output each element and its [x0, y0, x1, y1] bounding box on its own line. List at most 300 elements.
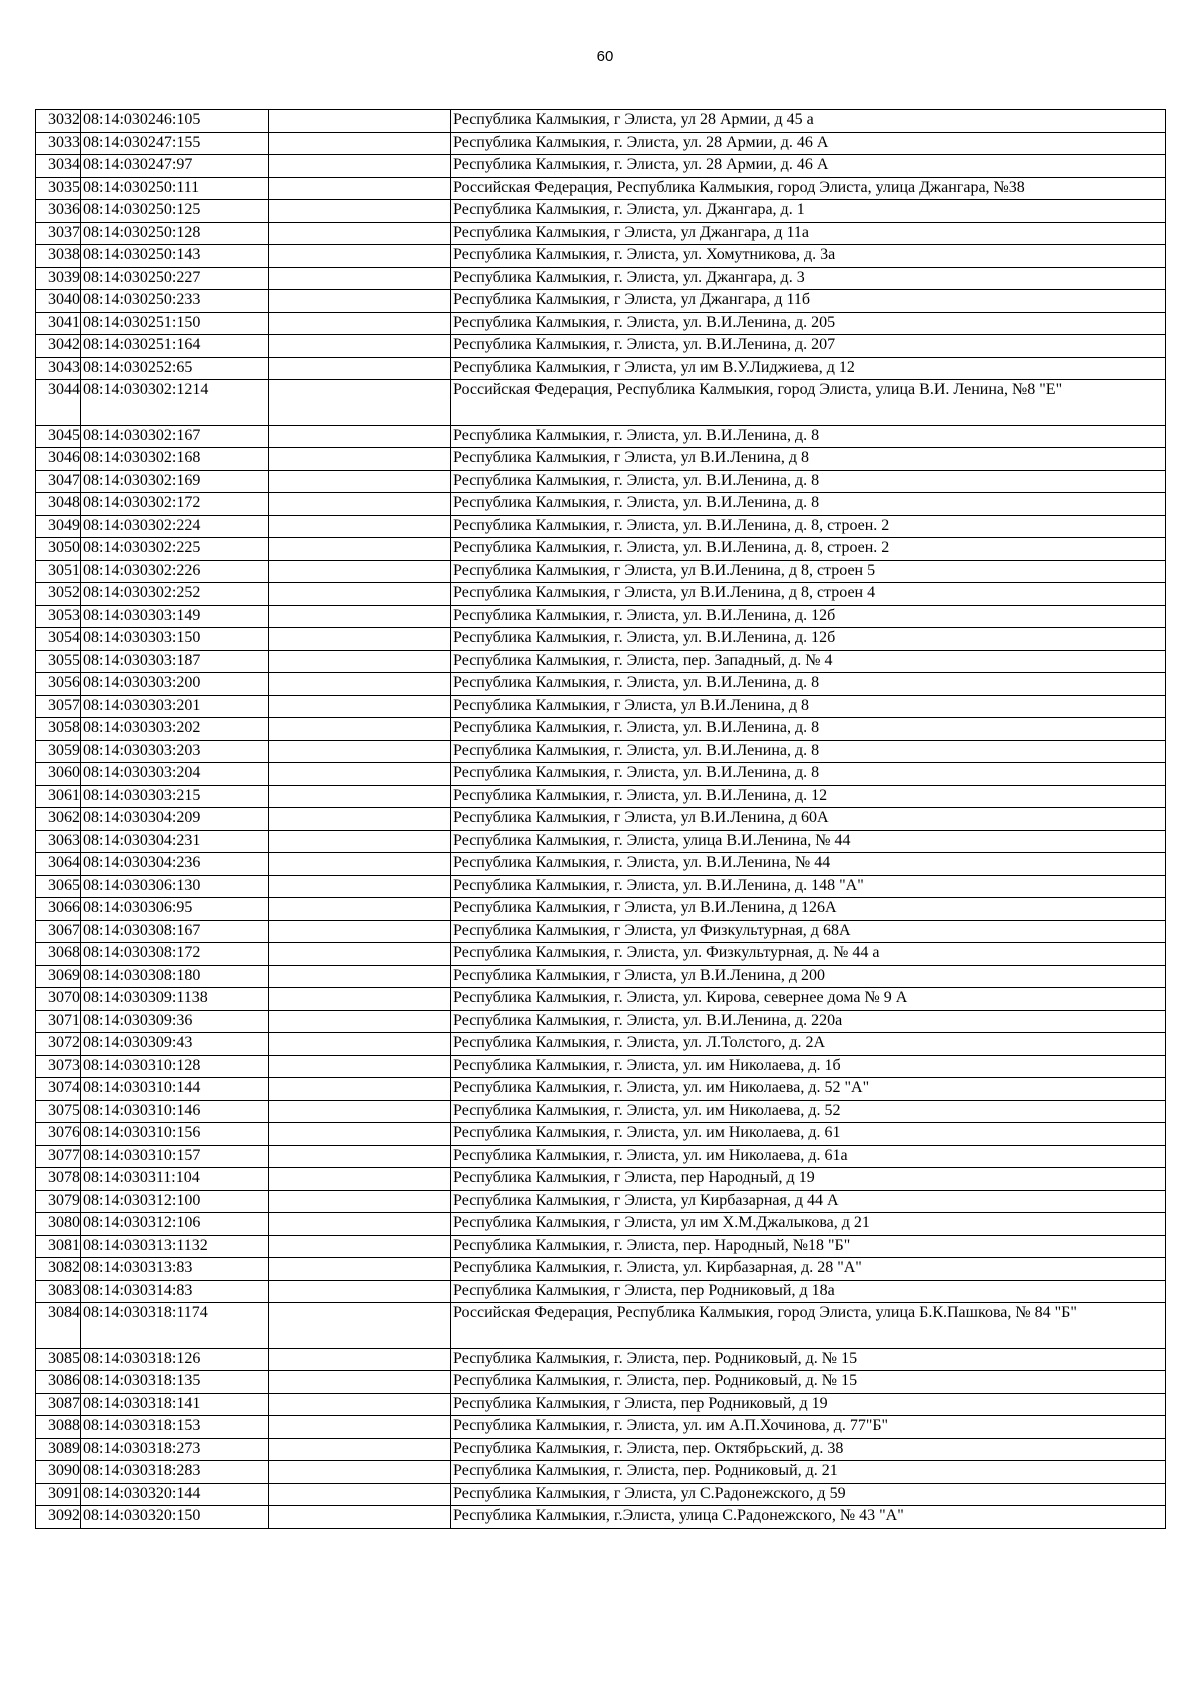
address-cell: Республика Калмыкия, г. Элиста, ул. Джангара, д. 3 [451, 267, 1166, 290]
cadastral-number-cell: 08:14:030303:203 [81, 740, 269, 763]
address-cell: Республика Калмыкия, г Элиста, ул Джангара, д 11а [451, 222, 1166, 245]
address-cell: Республика Калмыкия, г. Элиста, ул. В.И.Ленина, д. 8 [451, 673, 1166, 696]
address-cell: Республика Калмыкия, г Элиста, пер Народный, д 19 [451, 1168, 1166, 1191]
row-number-cell: 3065 [36, 875, 81, 898]
address-cell: Республика Калмыкия, г Элиста, ул им В.У.Лиджиева, д 12 [451, 357, 1166, 380]
empty-cell [269, 1280, 451, 1303]
row-number-cell: 3076 [36, 1123, 81, 1146]
row-number-cell: 3079 [36, 1190, 81, 1213]
cadastral-number-cell: 08:14:030303:204 [81, 763, 269, 786]
address-cell: Республика Калмыкия, г. Элиста, ул. В.И.Ленина, д. 8 [451, 470, 1166, 493]
address-cell: Республика Калмыкия, г Элиста, ул В.И.Ленина, д 60А [451, 808, 1166, 831]
address-cell: Республика Калмыкия, г Элиста, пер Родниковый, д 18а [451, 1280, 1166, 1303]
row-number-cell: 3085 [36, 1348, 81, 1371]
address-cell: Республика Калмыкия, г. Элиста, ул. В.И.Ленина, д. 148 "А" [451, 875, 1166, 898]
table-row [36, 583, 1166, 606]
row-number-cell: 3048 [36, 493, 81, 516]
row-number-cell: 3070 [36, 988, 81, 1011]
table-row [36, 1438, 1166, 1461]
row-number-cell: 3057 [36, 695, 81, 718]
table-row [36, 155, 1166, 178]
table-row [36, 1258, 1166, 1281]
cadastral-number-cell: 08:14:030251:164 [81, 335, 269, 358]
table-row [36, 988, 1166, 1011]
empty-cell [269, 673, 451, 696]
row-number-cell: 3091 [36, 1483, 81, 1506]
table-row [36, 650, 1166, 673]
table-row [36, 673, 1166, 696]
address-cell: Республика Калмыкия, г Элиста, пер Родниковый, д 19 [451, 1393, 1166, 1416]
table-row [36, 763, 1166, 786]
cadastral-number-cell: 08:14:030306:95 [81, 898, 269, 921]
cadastral-number-cell: 08:14:030304:209 [81, 808, 269, 831]
empty-cell [269, 132, 451, 155]
row-number-cell: 3042 [36, 335, 81, 358]
table-row [36, 267, 1166, 290]
cadastral-number-cell: 08:14:030302:226 [81, 560, 269, 583]
empty-cell [269, 425, 451, 448]
cadastral-number-cell: 08:14:030313:83 [81, 1258, 269, 1281]
address-cell: Республика Калмыкия, г. Элиста, ул. им Николаева, д. 61а [451, 1145, 1166, 1168]
row-number-cell: 3043 [36, 357, 81, 380]
empty-cell [269, 245, 451, 268]
cadastral-number-cell: 08:14:030304:236 [81, 853, 269, 876]
cadastral-number-cell: 08:14:030318:153 [81, 1416, 269, 1439]
cadastral-number-cell: 08:14:030247:97 [81, 155, 269, 178]
empty-cell [269, 560, 451, 583]
cadastral-number-cell: 08:14:030320:150 [81, 1506, 269, 1529]
table-row [36, 1168, 1166, 1191]
empty-cell [269, 290, 451, 313]
empty-cell [269, 1190, 451, 1213]
empty-cell [269, 1393, 451, 1416]
cadastral-number-cell: 08:14:030302:252 [81, 583, 269, 606]
row-number-cell: 3050 [36, 538, 81, 561]
row-number-cell: 3067 [36, 920, 81, 943]
address-cell: Республика Калмыкия, г. Элиста, ул. В.И.Ленина, д. 8, строен. 2 [451, 515, 1166, 538]
address-cell: Республика Калмыкия, г. Элиста, ул. Кирбазарная, д. 28 "А" [451, 1258, 1166, 1281]
address-cell: Республика Калмыкия, г Элиста, ул В.И.Ленина, д 8 [451, 695, 1166, 718]
table-row [36, 1393, 1166, 1416]
address-cell: Республика Калмыкия, г. Элиста, ул. В.И.Ленина, д. 8, строен. 2 [451, 538, 1166, 561]
address-cell: Республика Калмыкия, г. Элиста, ул. В.И.Ленина, д. 205 [451, 312, 1166, 335]
table-row [36, 538, 1166, 561]
table-row [36, 222, 1166, 245]
row-number-cell: 3087 [36, 1393, 81, 1416]
cadastral-number-cell: 08:14:030303:201 [81, 695, 269, 718]
empty-cell [269, 380, 451, 426]
table-row [36, 132, 1166, 155]
cadastral-number-cell: 08:14:030318:135 [81, 1371, 269, 1394]
row-number-cell: 3081 [36, 1235, 81, 1258]
table-row [36, 785, 1166, 808]
address-cell: Республика Калмыкия, г. Элиста, ул. В.И.Ленина, д. 8 [451, 740, 1166, 763]
address-cell: Российская Федерация, Республика Калмыкия, город Элиста, улица Джангара, №38 [451, 177, 1166, 200]
row-number-cell: 3075 [36, 1100, 81, 1123]
row-number-cell: 3055 [36, 650, 81, 673]
row-number-cell: 3054 [36, 628, 81, 651]
table-row [36, 448, 1166, 471]
table-row [36, 740, 1166, 763]
table-row [36, 1303, 1166, 1349]
table-row [36, 1461, 1166, 1484]
row-number-cell: 3080 [36, 1213, 81, 1236]
empty-cell [269, 335, 451, 358]
cadastral-number-cell: 08:14:030311:104 [81, 1168, 269, 1191]
address-cell: Республика Калмыкия, г. Элиста, пер. Западный, д. № 4 [451, 650, 1166, 673]
row-number-cell: 3066 [36, 898, 81, 921]
address-cell: Республика Калмыкия, г. Элиста, ул. В.И.Ленина, д. 8 [451, 763, 1166, 786]
cadastral-number-cell: 08:14:030318:1174 [81, 1303, 269, 1349]
address-cell: Республика Калмыкия, г. Элиста, ул. им Николаева, д. 1б [451, 1055, 1166, 1078]
cadastral-number-cell: 08:14:030252:65 [81, 357, 269, 380]
empty-cell [269, 1461, 451, 1484]
cadastral-number-cell: 08:14:030302:168 [81, 448, 269, 471]
table-row [36, 1145, 1166, 1168]
empty-cell [269, 1258, 451, 1281]
registry-table-body [36, 110, 1166, 1529]
table-row [36, 335, 1166, 358]
row-number-cell: 3049 [36, 515, 81, 538]
row-number-cell: 3034 [36, 155, 81, 178]
empty-cell [269, 830, 451, 853]
row-number-cell: 3062 [36, 808, 81, 831]
table-row [36, 177, 1166, 200]
row-number-cell: 3068 [36, 943, 81, 966]
cadastral-number-cell: 08:14:030250:143 [81, 245, 269, 268]
cadastral-number-cell: 08:14:030303:215 [81, 785, 269, 808]
address-cell: Республика Калмыкия, г. Элиста, ул. В.И.Ленина, д. 8 [451, 718, 1166, 741]
empty-cell [269, 267, 451, 290]
empty-cell [269, 155, 451, 178]
table-row [36, 1235, 1166, 1258]
row-number-cell: 3072 [36, 1033, 81, 1056]
table-row [36, 1483, 1166, 1506]
table-row [36, 1213, 1166, 1236]
address-cell: Республика Калмыкия, г. Элиста, пер. Родниковый, д. № 15 [451, 1348, 1166, 1371]
empty-cell [269, 875, 451, 898]
empty-cell [269, 1213, 451, 1236]
row-number-cell: 3039 [36, 267, 81, 290]
row-number-cell: 3069 [36, 965, 81, 988]
empty-cell [269, 943, 451, 966]
table-row [36, 898, 1166, 921]
cadastral-number-cell: 08:14:030318:141 [81, 1393, 269, 1416]
row-number-cell: 3064 [36, 853, 81, 876]
address-cell: Республика Калмыкия, г. Элиста, ул. В.И.Ленина, д. 8 [451, 493, 1166, 516]
row-number-cell: 3053 [36, 605, 81, 628]
table-row [36, 875, 1166, 898]
cadastral-number-cell: 08:14:030303:187 [81, 650, 269, 673]
row-number-cell: 3060 [36, 763, 81, 786]
empty-cell [269, 1078, 451, 1101]
address-cell: Республика Калмыкия, г.Элиста, улица С.Радонежского, № 43 "А" [451, 1506, 1166, 1529]
cadastral-number-cell: 08:14:030308:180 [81, 965, 269, 988]
address-cell: Республика Калмыкия, г Элиста, ул В.И.Ленина, д 8, строен 5 [451, 560, 1166, 583]
address-cell: Российская Федерация, Республика Калмыкия, город Элиста, улица Б.К.Пашкова, № 84 "Б" [451, 1303, 1166, 1349]
row-number-cell: 3090 [36, 1461, 81, 1484]
table-row [36, 1123, 1166, 1146]
row-number-cell: 3058 [36, 718, 81, 741]
cadastral-number-cell: 08:14:030310:144 [81, 1078, 269, 1101]
cadastral-number-cell: 08:14:030302:1214 [81, 380, 269, 426]
empty-cell [269, 1506, 451, 1529]
address-cell: Республика Калмыкия, г. Элиста, ул. В.И.Ленина, д. 12б [451, 628, 1166, 651]
cadastral-number-cell: 08:14:030250:233 [81, 290, 269, 313]
cadastral-number-cell: 08:14:030309:1138 [81, 988, 269, 1011]
address-cell: Республика Калмыкия, г. Элиста, ул. им Николаева, д. 61 [451, 1123, 1166, 1146]
table-row [36, 808, 1166, 831]
empty-cell [269, 1100, 451, 1123]
empty-cell [269, 448, 451, 471]
empty-cell [269, 785, 451, 808]
page-number: 60 [596, 48, 614, 65]
address-cell: Республика Калмыкия, г. Элиста, ул. Джангара, д. 1 [451, 200, 1166, 223]
address-cell: Республика Калмыкия, г. Элиста, пер. Народный, №18 "Б" [451, 1235, 1166, 1258]
table-row [36, 1506, 1166, 1529]
table-row [36, 1190, 1166, 1213]
empty-cell [269, 1416, 451, 1439]
cadastral-number-cell: 08:14:030310:156 [81, 1123, 269, 1146]
row-number-cell: 3088 [36, 1416, 81, 1439]
empty-cell [269, 200, 451, 223]
table-row [36, 1010, 1166, 1033]
row-number-cell: 3047 [36, 470, 81, 493]
cadastral-number-cell: 08:14:030306:130 [81, 875, 269, 898]
empty-cell [269, 1303, 451, 1349]
cadastral-number-cell: 08:14:030302:225 [81, 538, 269, 561]
table-row [36, 470, 1166, 493]
cadastral-number-cell: 08:14:030304:231 [81, 830, 269, 853]
row-number-cell: 3052 [36, 583, 81, 606]
cadastral-number-cell: 08:14:030314:83 [81, 1280, 269, 1303]
table-row [36, 1055, 1166, 1078]
empty-cell [269, 695, 451, 718]
address-cell: Республика Калмыкия, г Элиста, ул Джангара, д 11б [451, 290, 1166, 313]
address-cell: Республика Калмыкия, г. Элиста, пер. Родниковый, д. № 15 [451, 1371, 1166, 1394]
table-row [36, 1033, 1166, 1056]
row-number-cell: 3074 [36, 1078, 81, 1101]
address-cell: Российская Федерация, Республика Калмыкия, город Элиста, улица В.И. Ленина, №8 "Е" [451, 380, 1166, 426]
cadastral-number-cell: 08:14:030312:100 [81, 1190, 269, 1213]
empty-cell [269, 763, 451, 786]
empty-cell [269, 312, 451, 335]
address-cell: Республика Калмыкия, г. Элиста, ул. В.И.Ленина, д. 8 [451, 425, 1166, 448]
address-cell: Республика Калмыкия, г. Элиста, ул. В.И.Ленина, д. 220а [451, 1010, 1166, 1033]
table-row [36, 380, 1166, 426]
cadastral-number-cell: 08:14:030309:43 [81, 1033, 269, 1056]
row-number-cell: 3061 [36, 785, 81, 808]
table-row [36, 628, 1166, 651]
table-row [36, 1280, 1166, 1303]
empty-cell [269, 628, 451, 651]
cadastral-number-cell: 08:14:030303:202 [81, 718, 269, 741]
row-number-cell: 3071 [36, 1010, 81, 1033]
empty-cell [269, 988, 451, 1011]
cadastral-number-cell: 08:14:030250:227 [81, 267, 269, 290]
cadastral-number-cell: 08:14:030310:146 [81, 1100, 269, 1123]
table-row [36, 943, 1166, 966]
address-cell: Республика Калмыкия, г. Элиста, ул. Хомутникова, д. 3а [451, 245, 1166, 268]
row-number-cell: 3038 [36, 245, 81, 268]
cadastral-number-cell: 08:14:030310:157 [81, 1145, 269, 1168]
table-row [36, 605, 1166, 628]
empty-cell [269, 1371, 451, 1394]
row-number-cell: 3078 [36, 1168, 81, 1191]
address-cell: Республика Калмыкия, г. Элиста, ул. Л.Толстого, д. 2А [451, 1033, 1166, 1056]
table-row [36, 718, 1166, 741]
table-row [36, 312, 1166, 335]
table-row [36, 493, 1166, 516]
row-number-cell: 3045 [36, 425, 81, 448]
row-number-cell: 3035 [36, 177, 81, 200]
table-row [36, 245, 1166, 268]
cadastral-number-cell: 08:14:030303:150 [81, 628, 269, 651]
empty-cell [269, 177, 451, 200]
row-number-cell: 3092 [36, 1506, 81, 1529]
cadastral-number-cell: 08:14:030318:273 [81, 1438, 269, 1461]
cadastral-number-cell: 08:14:030303:149 [81, 605, 269, 628]
empty-cell [269, 515, 451, 538]
cadastral-number-cell: 08:14:030250:111 [81, 177, 269, 200]
table-row [36, 830, 1166, 853]
empty-cell [269, 853, 451, 876]
empty-cell [269, 1055, 451, 1078]
empty-cell [269, 1438, 451, 1461]
cadastral-number-cell: 08:14:030308:172 [81, 943, 269, 966]
empty-cell [269, 1123, 451, 1146]
cadastral-number-cell: 08:14:030302:172 [81, 493, 269, 516]
empty-cell [269, 718, 451, 741]
empty-cell [269, 222, 451, 245]
empty-cell [269, 493, 451, 516]
address-cell: Республика Калмыкия, г. Элиста, ул. В.И.Ленина, д. 12б [451, 605, 1166, 628]
row-number-cell: 3077 [36, 1145, 81, 1168]
address-cell: Республика Калмыкия, г Элиста, ул В.И.Ленина, д 8 [451, 448, 1166, 471]
row-number-cell: 3063 [36, 830, 81, 853]
cadastral-number-cell: 08:14:030318:126 [81, 1348, 269, 1371]
address-cell: Республика Калмыкия, г. Элиста, ул. им Николаева, д. 52 "А" [451, 1078, 1166, 1101]
row-number-cell: 3044 [36, 380, 81, 426]
address-cell: Республика Калмыкия, г Элиста, ул Кирбазарная, д 44 А [451, 1190, 1166, 1213]
cadastral-number-cell: 08:14:030318:283 [81, 1461, 269, 1484]
address-cell: Республика Калмыкия, г Элиста, ул В.И.Ленина, д 200 [451, 965, 1166, 988]
table-row [36, 290, 1166, 313]
table-row [36, 1348, 1166, 1371]
address-cell: Республика Калмыкия, г. Элиста, ул. В.И.Ленина, № 44 [451, 853, 1166, 876]
address-cell: Республика Калмыкия, г. Элиста, ул. 28 Армии, д. 46 А [451, 132, 1166, 155]
table-row [36, 560, 1166, 583]
row-number-cell: 3036 [36, 200, 81, 223]
row-number-cell: 3032 [36, 110, 81, 133]
table-row [36, 853, 1166, 876]
row-number-cell: 3083 [36, 1280, 81, 1303]
empty-cell [269, 1010, 451, 1033]
row-number-cell: 3059 [36, 740, 81, 763]
cadastral-number-cell: 08:14:030302:224 [81, 515, 269, 538]
table-row [36, 425, 1166, 448]
row-number-cell: 3086 [36, 1371, 81, 1394]
address-cell: Республика Калмыкия, г. Элиста, ул. им Николаева, д. 52 [451, 1100, 1166, 1123]
cadastral-number-cell: 08:14:030312:106 [81, 1213, 269, 1236]
table-row [36, 357, 1166, 380]
empty-cell [269, 740, 451, 763]
empty-cell [269, 808, 451, 831]
table-row [36, 515, 1166, 538]
cadastral-number-cell: 08:14:030309:36 [81, 1010, 269, 1033]
address-cell: Республика Калмыкия, г. Элиста, пер. Родниковый, д. 21 [451, 1461, 1166, 1484]
registry-table [35, 109, 1166, 1529]
empty-cell [269, 538, 451, 561]
address-cell: Республика Калмыкия, г. Элиста, ул. 28 Армии, д. 46 А [451, 155, 1166, 178]
table-row [36, 1416, 1166, 1439]
row-number-cell: 3041 [36, 312, 81, 335]
address-cell: Республика Калмыкия, г. Элиста, ул. им А.П.Хочинова, д. 77"Б" [451, 1416, 1166, 1439]
address-cell: Республика Калмыкия, г. Элиста, ул. В.И.Ленина, д. 12 [451, 785, 1166, 808]
row-number-cell: 3084 [36, 1303, 81, 1349]
cadastral-number-cell: 08:14:030247:155 [81, 132, 269, 155]
address-cell: Республика Калмыкия, г Элиста, ул Физкультурная, д 68А [451, 920, 1166, 943]
empty-cell [269, 583, 451, 606]
cadastral-number-cell: 08:14:030251:150 [81, 312, 269, 335]
address-cell: Республика Калмыкия, г Элиста, ул В.И.Ленина, д 8, строен 4 [451, 583, 1166, 606]
address-cell: Республика Калмыкия, г. Элиста, улица В.И.Ленина, № 44 [451, 830, 1166, 853]
cadastral-number-cell: 08:14:030302:169 [81, 470, 269, 493]
empty-cell [269, 1033, 451, 1056]
cadastral-number-cell: 08:14:030246:105 [81, 110, 269, 133]
empty-cell [269, 110, 451, 133]
row-number-cell: 3056 [36, 673, 81, 696]
row-number-cell: 3082 [36, 1258, 81, 1281]
row-number-cell: 3040 [36, 290, 81, 313]
empty-cell [269, 1235, 451, 1258]
table-row [36, 1078, 1166, 1101]
table-row [36, 110, 1166, 133]
address-cell: Республика Калмыкия, г. Элиста, ул. В.И.Ленина, д. 207 [451, 335, 1166, 358]
cadastral-number-cell: 08:14:030310:128 [81, 1055, 269, 1078]
cadastral-number-cell: 08:14:030313:1132 [81, 1235, 269, 1258]
table-row [36, 920, 1166, 943]
address-cell: Республика Калмыкия, г. Элиста, ул. Кирова, севернее дома № 9 А [451, 988, 1166, 1011]
table-row [36, 695, 1166, 718]
empty-cell [269, 1168, 451, 1191]
cadastral-number-cell: 08:14:030250:125 [81, 200, 269, 223]
table-row [36, 965, 1166, 988]
empty-cell [269, 920, 451, 943]
address-cell: Республика Калмыкия, г Элиста, ул 28 Армии, д 45 а [451, 110, 1166, 133]
row-number-cell: 3051 [36, 560, 81, 583]
row-number-cell: 3033 [36, 132, 81, 155]
cadastral-number-cell: 08:14:030302:167 [81, 425, 269, 448]
table-row [36, 1100, 1166, 1123]
row-number-cell: 3046 [36, 448, 81, 471]
empty-cell [269, 1483, 451, 1506]
address-cell: Республика Калмыкия, г Элиста, ул В.И.Ленина, д 126А [451, 898, 1166, 921]
empty-cell [269, 470, 451, 493]
empty-cell [269, 1348, 451, 1371]
empty-cell [269, 1145, 451, 1168]
address-cell: Республика Калмыкия, г. Элиста, ул. Физкультурная, д. № 44 а [451, 943, 1166, 966]
cadastral-number-cell: 08:14:030320:144 [81, 1483, 269, 1506]
row-number-cell: 3073 [36, 1055, 81, 1078]
address-cell: Республика Калмыкия, г. Элиста, пер. Октябрьский, д. 38 [451, 1438, 1166, 1461]
address-cell: Республика Калмыкия, г Элиста, ул им Х.М.Джалыкова, д 21 [451, 1213, 1166, 1236]
table-row [36, 200, 1166, 223]
cadastral-number-cell: 08:14:030303:200 [81, 673, 269, 696]
empty-cell [269, 357, 451, 380]
empty-cell [269, 605, 451, 628]
row-number-cell: 3037 [36, 222, 81, 245]
